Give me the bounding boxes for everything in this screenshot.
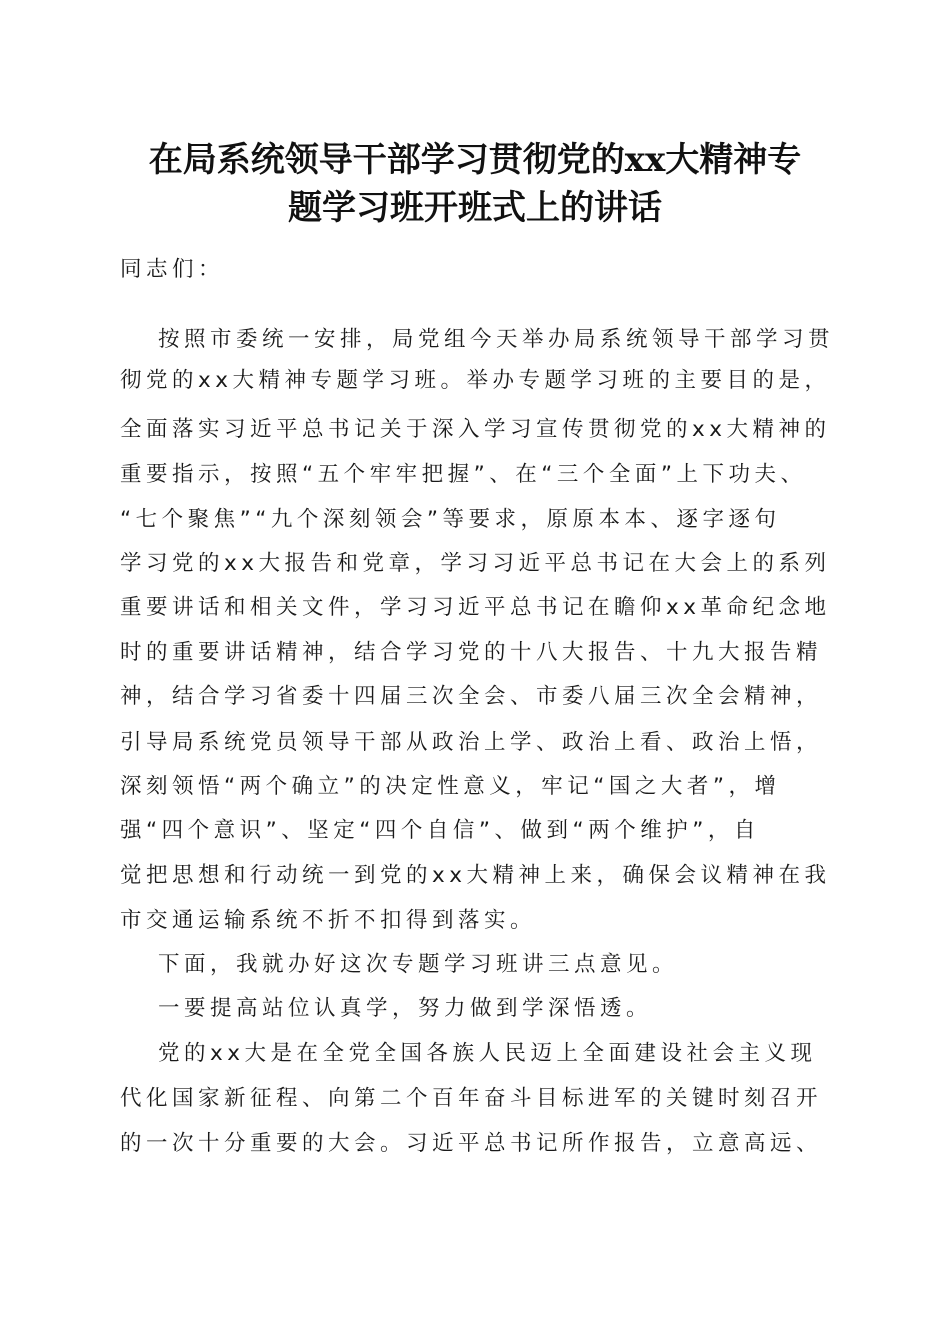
body-line: 党的xx大是在全党全国各族人民迈上全面建设社会主义现 (158, 1041, 817, 1066)
body-line: 下面，我就办好这次专题学习班讲三点意见。 (158, 952, 679, 977)
body-line: 引导局系统党员领导干部从政治上学、政治上看、政治上悟， (120, 730, 823, 755)
body-line: “七个聚焦”“九个深刻领会”等要求，原原本本、逐字逐句 (120, 507, 781, 532)
section-heading: 一要提高站位认真学，努力做到学深悟透。 (158, 996, 653, 1021)
body-line: 彻党的xx大精神专题学习班。举办专题学习班的主要目的是， (120, 368, 831, 393)
body-line: 时的重要讲话精神，结合学习党的十八大报告、十九大报告精 (120, 640, 823, 665)
body-line: 学习党的xx大报告和党章，学习习近平总书记在大会上的系列 (120, 551, 831, 576)
body-line: 深刻领悟“两个确立”的决定性意义，牢记“国之大者”，增 (120, 774, 781, 799)
body-line: 代化国家新征程、向第二个百年奋斗目标进军的关键时刻召开 (120, 1086, 823, 1111)
document-title-line-2: 题学习班开班式上的讲话 (288, 188, 662, 228)
body-line: 市交通运输系统不折不扣得到落实。 (120, 908, 537, 933)
body-line: 的一次十分重要的大会。习近平总书记所作报告，立意高远、 (120, 1131, 823, 1156)
body-line: 全面落实习近平总书记关于深入学习宣传贯彻党的xx大精神的 (120, 417, 831, 442)
salutation: 同志们： (120, 257, 225, 282)
body-line: 神，结合学习省委十四届三次全会、市委八届三次全会精神， (120, 684, 823, 709)
body-line: 觉把思想和行动统一到党的xx大精神上来，确保会议精神在我 (120, 863, 831, 888)
document-title-line-1: 在局系统领导干部学习贯彻党的xx大精神专 (148, 140, 802, 180)
body-line: 按照市委统一安排，局党组今天举办局系统领导干部学习贯 (158, 327, 835, 352)
body-line: 强“四个意识”、坚定“四个自信”、做到“两个维护”，自 (120, 818, 760, 843)
body-line: 重要指示，按照“五个牢牢把握”、在“三个全面”上下功夫、 (120, 462, 807, 487)
body-line: 重要讲话和相关文件，学习习近平总书记在瞻仰xx革命纪念地 (120, 595, 831, 620)
